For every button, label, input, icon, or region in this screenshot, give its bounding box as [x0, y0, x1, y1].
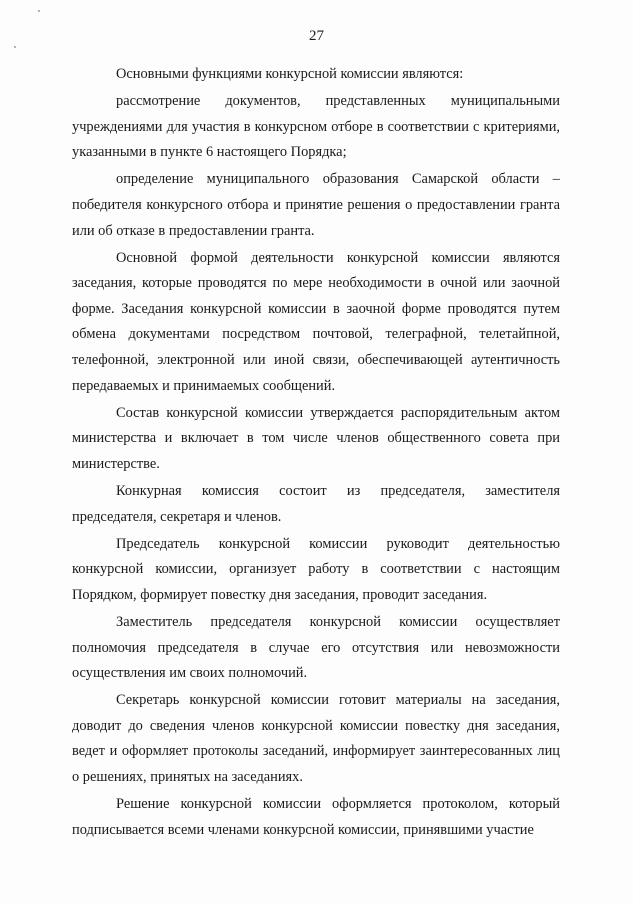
- paragraph: Состав конкурсной комиссии утверждается распорядительным актом министерства и включает в том числе членов общественного совета при министерстве.: [72, 404, 560, 472]
- scan-speck: [38, 10, 40, 12]
- scan-speck: [14, 46, 16, 48]
- paragraph: Секретарь конкурсной комиссии готовит материалы на заседания, доводит до сведения членов конкурсной комиссии повестку дня заседания, ведет и оформляет протоколы заседаний, информирует заинтересованных лиц о решениях, принятых на заседаниях.: [72, 692, 560, 786]
- paragraph: Основными функциями конкурсной комиссии являются:: [116, 66, 464, 82]
- document-body: [72, 62, 560, 845]
- paragraph: Заместитель председателя конкурсной комиссии осуществляет полномочия председателя в случае его отсутствия или невозможности осуществления им своих полномочий.: [72, 613, 560, 682]
- paragraph: определение муниципального образования Самарской области – победителя конкурсного отбора и принятие решения о предоставлении гранта или об отказе в предоставлении гранта.: [72, 171, 560, 239]
- paragraph: Основной формой деятельности конкурсной комиссии являются заседания, которые проводятся по мере необходимости в очной или заочной форме. Заседания конкурсной комиссии в заочной форме проводятся путем обмена документами посредством почтовой, телеграфной, телетайпной, телефонной, электронной или иной связи, обеспечивающей аутентичность передаваемых и принимаемых сообщений.: [72, 249, 560, 394]
- paragraph: рассмотрение документов, представленных муниципальными учреждениями для участия в конкурсном отборе в соответствии с критериями, указанными в пункте 6 настоящего Порядка;: [72, 93, 560, 161]
- paragraph: Конкурная комиссия состоит из председателя, заместителя председателя, секретаря и членов.: [72, 483, 560, 525]
- paragraph: Решение конкурсной комиссии оформляется протоколом, который подписывается всеми членами конкурсной комиссии, принявшими участие: [72, 796, 560, 838]
- page-number: 27: [309, 28, 324, 44]
- paragraph: Председатель конкурсной комиссии руководит деятельностью конкурсной комиссии, организует работу в соответствии с настоящим Порядком, формирует повестку дня заседания, проводит заседания.: [72, 535, 560, 603]
